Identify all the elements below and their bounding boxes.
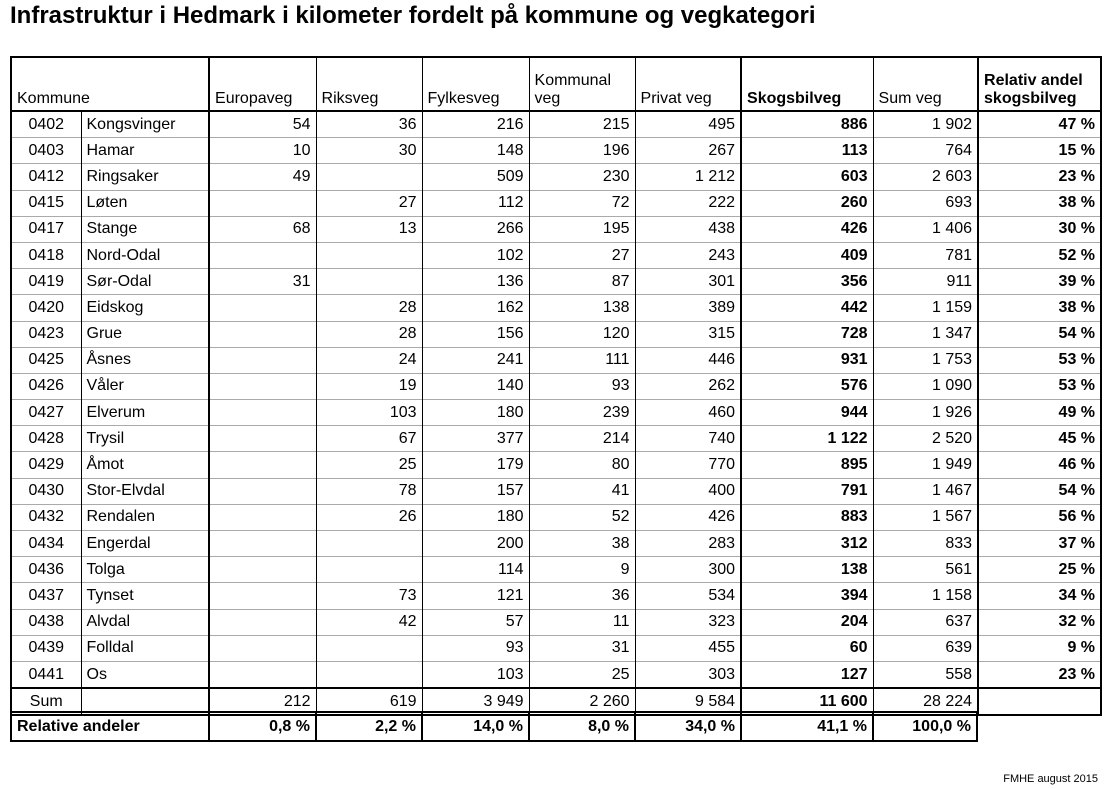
cell-skogsbilveg: 931 xyxy=(741,347,873,373)
cell-privat-veg: 455 xyxy=(635,635,741,661)
cell-kommunal-veg: 80 xyxy=(529,452,635,478)
cell-kommunal-veg: 72 xyxy=(529,190,635,216)
cell-sum-veg: 1 347 xyxy=(873,321,978,347)
cell-fylkesveg: 93 xyxy=(422,635,529,661)
cell-relativ-andel: 52 % xyxy=(978,242,1101,268)
cell-kommunenr: 0419 xyxy=(11,269,81,295)
sum-fylkesveg: 3 949 xyxy=(422,688,529,715)
cell-kommune-navn: Sør-Odal xyxy=(81,269,209,295)
cell-relativ-andel: 32 % xyxy=(978,609,1101,635)
cell-riksveg: 27 xyxy=(316,190,422,216)
cell-skogsbilveg: 576 xyxy=(741,373,873,399)
header-row xyxy=(11,57,1101,111)
cell-kommunenr: 0412 xyxy=(11,164,81,190)
cell-europaveg xyxy=(209,242,316,268)
cell-sum-veg: 1 406 xyxy=(873,216,978,242)
cell-kommunenr: 0430 xyxy=(11,478,81,504)
cell-relativ-andel: 38 % xyxy=(978,190,1101,216)
cell-skogsbilveg: 260 xyxy=(741,190,873,216)
cell-sum-veg: 561 xyxy=(873,557,978,583)
cell-kommunal-veg: 93 xyxy=(529,373,635,399)
cell-fylkesveg: 180 xyxy=(422,504,529,530)
cell-europaveg: 68 xyxy=(209,216,316,242)
cell-relativ-andel: 45 % xyxy=(978,426,1101,452)
cell-kommunal-veg: 120 xyxy=(529,321,635,347)
cell-kommune-navn: Trysil xyxy=(81,426,209,452)
cell-fylkesveg: 103 xyxy=(422,661,529,688)
cell-europaveg xyxy=(209,347,316,373)
cell-kommunal-veg: 138 xyxy=(529,295,635,321)
cell-kommune-navn: Hamar xyxy=(81,138,209,164)
cell-europaveg: 54 xyxy=(209,111,316,138)
cell-sum-veg: 1 467 xyxy=(873,478,978,504)
table-row xyxy=(11,190,1101,216)
sum-europaveg: 212 xyxy=(209,688,316,715)
cell-kommunenr: 0426 xyxy=(11,373,81,399)
cell-kommune-navn: Nord-Odal xyxy=(81,242,209,268)
cell-riksveg: 30 xyxy=(316,138,422,164)
cell-privat-veg: 389 xyxy=(635,295,741,321)
cell-europaveg xyxy=(209,426,316,452)
cell-kommune-navn: Tynset xyxy=(81,583,209,609)
cell-sum-veg: 1 158 xyxy=(873,583,978,609)
cell-skogsbilveg: 883 xyxy=(741,504,873,530)
page-title: Infrastruktur i Hedmark i kilometer fordelt på kommune og vegkategori xyxy=(10,2,816,29)
cell-relativ-andel: 34 % xyxy=(978,583,1101,609)
cell-privat-veg: 303 xyxy=(635,661,741,688)
cell-sum-veg: 558 xyxy=(873,661,978,688)
cell-skogsbilveg: 356 xyxy=(741,269,873,295)
relative-riksveg: 2,2 % xyxy=(316,712,422,741)
cell-kommunenr: 0427 xyxy=(11,400,81,426)
cell-kommunenr: 0402 xyxy=(11,111,81,138)
header-relativ-andel: Relativ andel skogsbilveg xyxy=(978,57,1101,111)
cell-kommunal-veg: 52 xyxy=(529,504,635,530)
table-body xyxy=(11,111,1101,715)
cell-privat-veg: 243 xyxy=(635,242,741,268)
cell-europaveg xyxy=(209,321,316,347)
cell-riksveg: 28 xyxy=(316,321,422,347)
cell-fylkesveg: 179 xyxy=(422,452,529,478)
sum-relativ-andel xyxy=(978,688,1101,715)
cell-kommune-navn: Åsnes xyxy=(81,347,209,373)
cell-kommunal-veg: 31 xyxy=(529,635,635,661)
header-privat-veg: Privat veg xyxy=(635,57,741,111)
cell-relativ-andel: 37 % xyxy=(978,531,1101,557)
cell-fylkesveg: 102 xyxy=(422,242,529,268)
relative-fylkesveg: 14,0 % xyxy=(422,712,529,741)
cell-kommune-navn: Eidskog xyxy=(81,295,209,321)
cell-kommunal-veg: 195 xyxy=(529,216,635,242)
cell-europaveg xyxy=(209,661,316,688)
table-row xyxy=(11,164,1101,190)
cell-kommunal-veg: 214 xyxy=(529,426,635,452)
cell-sum-veg: 1 159 xyxy=(873,295,978,321)
cell-riksveg: 73 xyxy=(316,583,422,609)
cell-privat-veg: 315 xyxy=(635,321,741,347)
cell-riksveg: 42 xyxy=(316,609,422,635)
sum-kommunal-veg: 2 260 xyxy=(529,688,635,715)
cell-kommune-navn: Våler xyxy=(81,373,209,399)
cell-kommunal-veg: 36 xyxy=(529,583,635,609)
table-row xyxy=(11,321,1101,347)
cell-skogsbilveg: 394 xyxy=(741,583,873,609)
cell-skogsbilveg: 204 xyxy=(741,609,873,635)
cell-riksveg xyxy=(316,661,422,688)
cell-kommunenr: 0438 xyxy=(11,609,81,635)
cell-sum-veg: 693 xyxy=(873,190,978,216)
cell-kommunenr: 0441 xyxy=(11,661,81,688)
cell-privat-veg: 400 xyxy=(635,478,741,504)
table-row xyxy=(11,635,1101,661)
cell-fylkesveg: 216 xyxy=(422,111,529,138)
cell-europaveg xyxy=(209,373,316,399)
sum-privat-veg: 9 584 xyxy=(635,688,741,715)
cell-riksveg: 36 xyxy=(316,111,422,138)
cell-relativ-andel: 9 % xyxy=(978,635,1101,661)
cell-kommunal-veg: 111 xyxy=(529,347,635,373)
cell-fylkesveg: 241 xyxy=(422,347,529,373)
cell-skogsbilveg: 113 xyxy=(741,138,873,164)
cell-sum-veg: 2 603 xyxy=(873,164,978,190)
cell-kommune-navn: Os xyxy=(81,661,209,688)
cell-fylkesveg: 200 xyxy=(422,531,529,557)
cell-sum-veg: 911 xyxy=(873,269,978,295)
cell-fylkesveg: 162 xyxy=(422,295,529,321)
cell-sum-veg: 781 xyxy=(873,242,978,268)
cell-kommune-navn: Elverum xyxy=(81,400,209,426)
table-row xyxy=(11,242,1101,268)
relative-shares-table xyxy=(10,711,978,742)
cell-europaveg xyxy=(209,190,316,216)
cell-kommunal-veg: 38 xyxy=(529,531,635,557)
cell-privat-veg: 283 xyxy=(635,531,741,557)
cell-privat-veg: 323 xyxy=(635,609,741,635)
cell-fylkesveg: 266 xyxy=(422,216,529,242)
cell-kommunal-veg: 239 xyxy=(529,400,635,426)
cell-relativ-andel: 39 % xyxy=(978,269,1101,295)
cell-sum-veg: 2 520 xyxy=(873,426,978,452)
cell-riksveg xyxy=(316,557,422,583)
cell-kommunenr: 0420 xyxy=(11,295,81,321)
cell-europaveg xyxy=(209,609,316,635)
cell-privat-veg: 267 xyxy=(635,138,741,164)
cell-relativ-andel: 56 % xyxy=(978,504,1101,530)
header-fylkesveg: Fylkesveg xyxy=(422,57,529,111)
cell-sum-veg: 764 xyxy=(873,138,978,164)
cell-kommunenr: 0437 xyxy=(11,583,81,609)
cell-kommunenr: 0439 xyxy=(11,635,81,661)
cell-sum-veg: 1 926 xyxy=(873,400,978,426)
cell-europaveg xyxy=(209,557,316,583)
cell-privat-veg: 426 xyxy=(635,504,741,530)
table-row xyxy=(11,609,1101,635)
cell-skogsbilveg: 409 xyxy=(741,242,873,268)
cell-kommune-navn: Alvdal xyxy=(81,609,209,635)
cell-riksveg xyxy=(316,269,422,295)
cell-kommunal-veg: 230 xyxy=(529,164,635,190)
cell-kommunenr: 0436 xyxy=(11,557,81,583)
cell-riksveg: 19 xyxy=(316,373,422,399)
cell-privat-veg: 300 xyxy=(635,557,741,583)
cell-privat-veg: 438 xyxy=(635,216,741,242)
cell-skogsbilveg: 138 xyxy=(741,557,873,583)
cell-europaveg xyxy=(209,400,316,426)
cell-skogsbilveg: 1 122 xyxy=(741,426,873,452)
cell-sum-veg: 1 090 xyxy=(873,373,978,399)
header-skogsbilveg: Skogsbilveg xyxy=(741,57,873,111)
cell-riksveg xyxy=(316,242,422,268)
cell-sum-veg: 833 xyxy=(873,531,978,557)
cell-kommunenr: 0429 xyxy=(11,452,81,478)
cell-skogsbilveg: 944 xyxy=(741,400,873,426)
infrastructure-table xyxy=(10,56,1102,716)
cell-sum-veg: 639 xyxy=(873,635,978,661)
cell-europaveg xyxy=(209,295,316,321)
relative-sum: 100,0 % xyxy=(873,712,977,741)
table-row xyxy=(11,531,1101,557)
cell-kommunal-veg: 11 xyxy=(529,609,635,635)
cell-kommunenr: 0425 xyxy=(11,347,81,373)
cell-kommunal-veg: 25 xyxy=(529,661,635,688)
cell-riksveg xyxy=(316,531,422,557)
cell-fylkesveg: 121 xyxy=(422,583,529,609)
cell-kommune-navn: Ringsaker xyxy=(81,164,209,190)
cell-riksveg: 78 xyxy=(316,478,422,504)
cell-riksveg: 28 xyxy=(316,295,422,321)
cell-kommune-navn: Løten xyxy=(81,190,209,216)
relative-skogsbilveg: 41,1 % xyxy=(741,712,873,741)
cell-skogsbilveg: 60 xyxy=(741,635,873,661)
cell-privat-veg: 301 xyxy=(635,269,741,295)
sum-skogsbilveg: 11 600 xyxy=(741,688,873,715)
cell-skogsbilveg: 728 xyxy=(741,321,873,347)
cell-kommunal-veg: 27 xyxy=(529,242,635,268)
cell-europaveg xyxy=(209,583,316,609)
table-row xyxy=(11,295,1101,321)
header-riksveg: Riksveg xyxy=(316,57,422,111)
header-kommune: Kommune xyxy=(11,57,209,111)
cell-fylkesveg: 114 xyxy=(422,557,529,583)
cell-skogsbilveg: 312 xyxy=(741,531,873,557)
cell-kommunenr: 0434 xyxy=(11,531,81,557)
cell-kommunenr: 0418 xyxy=(11,242,81,268)
cell-relativ-andel: 53 % xyxy=(978,373,1101,399)
cell-kommunal-veg: 196 xyxy=(529,138,635,164)
cell-relativ-andel: 25 % xyxy=(978,557,1101,583)
footer-note: FMHE august 2015 xyxy=(1003,773,1098,785)
cell-relativ-andel: 38 % xyxy=(978,295,1101,321)
header-europaveg: Europaveg xyxy=(209,57,316,111)
cell-relativ-andel: 23 % xyxy=(978,164,1101,190)
cell-sum-veg: 1 567 xyxy=(873,504,978,530)
cell-relativ-andel: 53 % xyxy=(978,347,1101,373)
table-row xyxy=(11,426,1101,452)
cell-fylkesveg: 509 xyxy=(422,164,529,190)
table-row xyxy=(11,400,1101,426)
cell-kommune-navn: Tolga xyxy=(81,557,209,583)
cell-europaveg xyxy=(209,635,316,661)
cell-kommunenr: 0403 xyxy=(11,138,81,164)
cell-relativ-andel: 54 % xyxy=(978,478,1101,504)
cell-privat-veg: 446 xyxy=(635,347,741,373)
cell-kommune-navn: Engerdal xyxy=(81,531,209,557)
cell-kommune-navn: Grue xyxy=(81,321,209,347)
cell-sum-veg: 1 949 xyxy=(873,452,978,478)
header-kommunal-veg: Kommunal veg xyxy=(529,57,635,111)
cell-sum-veg: 637 xyxy=(873,609,978,635)
cell-privat-veg: 534 xyxy=(635,583,741,609)
cell-relativ-andel: 49 % xyxy=(978,400,1101,426)
cell-europaveg: 49 xyxy=(209,164,316,190)
sum-sum-veg: 28 224 xyxy=(873,688,978,715)
cell-privat-veg: 222 xyxy=(635,190,741,216)
table-row xyxy=(11,661,1101,688)
cell-fylkesveg: 377 xyxy=(422,426,529,452)
cell-fylkesveg: 140 xyxy=(422,373,529,399)
cell-riksveg: 67 xyxy=(316,426,422,452)
cell-skogsbilveg: 895 xyxy=(741,452,873,478)
cell-kommunal-veg: 87 xyxy=(529,269,635,295)
cell-relativ-andel: 23 % xyxy=(978,661,1101,688)
cell-kommune-navn: Åmot xyxy=(81,452,209,478)
cell-kommunenr: 0417 xyxy=(11,216,81,242)
cell-sum-veg: 1 753 xyxy=(873,347,978,373)
cell-kommunal-veg: 41 xyxy=(529,478,635,504)
cell-skogsbilveg: 791 xyxy=(741,478,873,504)
cell-fylkesveg: 112 xyxy=(422,190,529,216)
cell-privat-veg: 262 xyxy=(635,373,741,399)
cell-kommune-navn: Stor-Elvdal xyxy=(81,478,209,504)
cell-fylkesveg: 148 xyxy=(422,138,529,164)
sum-label: Sum xyxy=(11,688,81,715)
table-row xyxy=(11,347,1101,373)
cell-europaveg: 31 xyxy=(209,269,316,295)
cell-privat-veg: 460 xyxy=(635,400,741,426)
cell-fylkesveg: 57 xyxy=(422,609,529,635)
cell-skogsbilveg: 603 xyxy=(741,164,873,190)
cell-relativ-andel: 30 % xyxy=(978,216,1101,242)
cell-riksveg: 26 xyxy=(316,504,422,530)
cell-relativ-andel: 47 % xyxy=(978,111,1101,138)
header-sum-veg: Sum veg xyxy=(873,57,978,111)
relative-privat: 34,0 % xyxy=(635,712,741,741)
table-row xyxy=(11,583,1101,609)
cell-skogsbilveg: 886 xyxy=(741,111,873,138)
cell-europaveg xyxy=(209,452,316,478)
relative-shares-row xyxy=(11,712,977,741)
cell-sum-veg: 1 902 xyxy=(873,111,978,138)
cell-kommunenr: 0428 xyxy=(11,426,81,452)
cell-riksveg xyxy=(316,635,422,661)
cell-riksveg: 103 xyxy=(316,400,422,426)
cell-europaveg xyxy=(209,478,316,504)
table-row xyxy=(11,504,1101,530)
cell-privat-veg: 770 xyxy=(635,452,741,478)
sum-riksveg: 619 xyxy=(316,688,422,715)
cell-privat-veg: 495 xyxy=(635,111,741,138)
cell-skogsbilveg: 426 xyxy=(741,216,873,242)
cell-fylkesveg: 157 xyxy=(422,478,529,504)
table-row xyxy=(11,452,1101,478)
cell-kommunal-veg: 9 xyxy=(529,557,635,583)
relative-kommunal: 8,0 % xyxy=(529,712,635,741)
table-row xyxy=(11,111,1101,138)
cell-privat-veg: 740 xyxy=(635,426,741,452)
cell-fylkesveg: 156 xyxy=(422,321,529,347)
cell-fylkesveg: 136 xyxy=(422,269,529,295)
relative-europaveg: 0,8 % xyxy=(209,712,316,741)
cell-kommune-navn: Rendalen xyxy=(81,504,209,530)
cell-kommune-navn: Stange xyxy=(81,216,209,242)
cell-kommunal-veg: 215 xyxy=(529,111,635,138)
table-row xyxy=(11,478,1101,504)
table-row xyxy=(11,557,1101,583)
cell-privat-veg: 1 212 xyxy=(635,164,741,190)
cell-europaveg xyxy=(209,504,316,530)
cell-relativ-andel: 54 % xyxy=(978,321,1101,347)
cell-europaveg: 10 xyxy=(209,138,316,164)
cell-skogsbilveg: 127 xyxy=(741,661,873,688)
cell-europaveg xyxy=(209,531,316,557)
table-row xyxy=(11,138,1101,164)
cell-kommunenr: 0415 xyxy=(11,190,81,216)
table-row xyxy=(11,373,1101,399)
table-row xyxy=(11,216,1101,242)
cell-kommune-navn: Folldal xyxy=(81,635,209,661)
cell-riksveg: 13 xyxy=(316,216,422,242)
cell-skogsbilveg: 442 xyxy=(741,295,873,321)
cell-riksveg: 25 xyxy=(316,452,422,478)
cell-relativ-andel: 46 % xyxy=(978,452,1101,478)
cell-riksveg: 24 xyxy=(316,347,422,373)
cell-kommune-navn: Kongsvinger xyxy=(81,111,209,138)
cell-fylkesveg: 180 xyxy=(422,400,529,426)
cell-relativ-andel: 15 % xyxy=(978,138,1101,164)
cell-kommunenr: 0432 xyxy=(11,504,81,530)
table-row xyxy=(11,269,1101,295)
relative-label: Relative andeler xyxy=(11,712,209,741)
cell-kommunenr: 0423 xyxy=(11,321,81,347)
cell-riksveg xyxy=(316,164,422,190)
